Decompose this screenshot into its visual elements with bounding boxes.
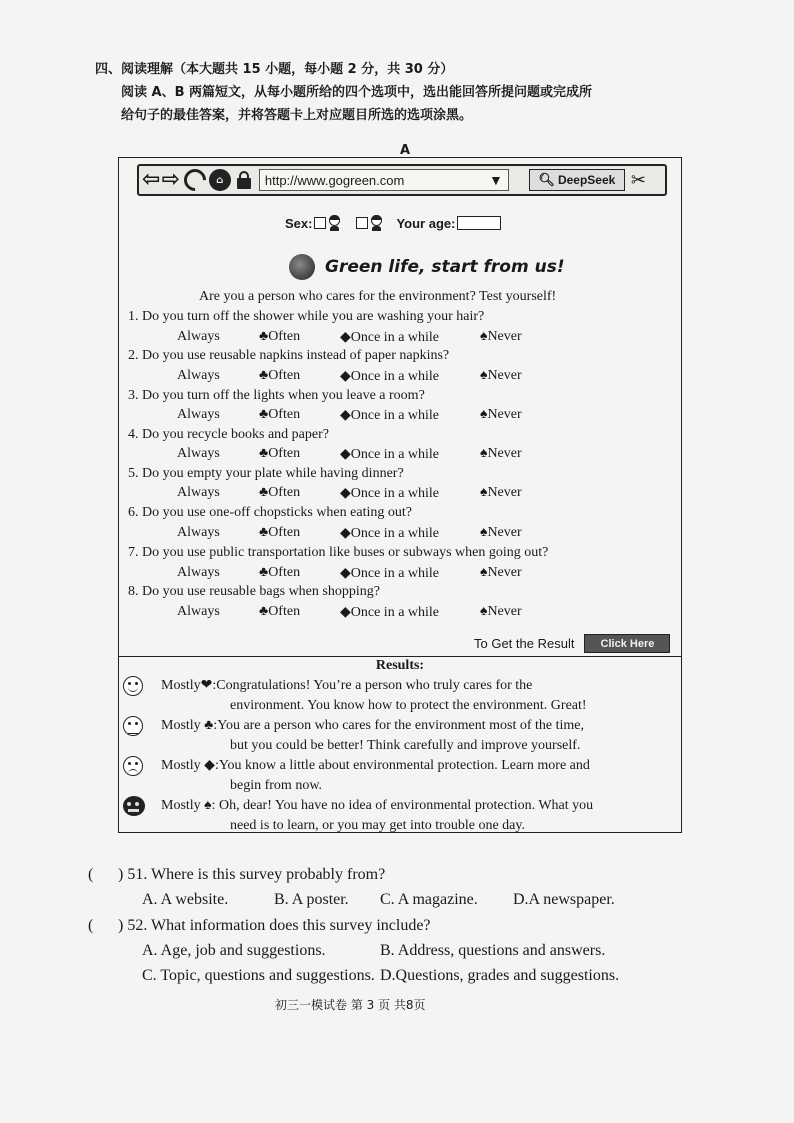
get-result-row — [474, 634, 670, 653]
get-result-label: To Get the Result — [474, 636, 575, 651]
sex-checkbox-girl[interactable] — [356, 217, 368, 229]
chevron-down-icon[interactable]: ▼ — [489, 172, 503, 188]
survey-title: Green life, start from us! — [325, 257, 565, 277]
option-never[interactable]: ♠Never — [480, 565, 522, 580]
option-often[interactable]: ♣Often — [259, 525, 301, 540]
option-often[interactable]: ♣Often — [259, 368, 301, 383]
option-never[interactable]: ♠Never — [480, 604, 522, 619]
survey-intro: Are you a person who cares for the environment? Test yourself! — [199, 289, 557, 304]
result-line: Mostly ♠: Oh, dear! You have no idea of environmental protection. What you — [161, 798, 594, 813]
answer-paren[interactable]: ( — [88, 917, 94, 934]
option-often[interactable]: ♣Often — [259, 407, 301, 422]
option-often[interactable]: ♣Often — [259, 604, 301, 619]
result-line: Mostly ♣:You are a person who cares for the environment most of the time, — [161, 718, 585, 733]
search-icon: 🔍︎ — [538, 172, 555, 187]
results-title: Results: — [375, 658, 425, 673]
boy-icon — [327, 215, 342, 231]
passage-label: A — [400, 143, 411, 158]
question-text: ) 52. What information does this survey include? — [118, 917, 431, 934]
search-button-label: DeepSeek — [557, 173, 616, 187]
result-line: but you could be better! Think carefully and improve yourself. — [230, 738, 581, 753]
question-item: 3. Do you turn off the lights when you leave a room? — [128, 388, 425, 403]
question-item: 8. Do you use reusable bags when shopping? — [128, 584, 380, 599]
survey-frame — [118, 157, 682, 833]
home-icon[interactable]: ⌂ — [209, 169, 231, 191]
option-always[interactable]: Always — [177, 604, 220, 619]
option-never[interactable]: ♠Never — [480, 368, 522, 383]
option-never[interactable]: ♠Never — [480, 525, 522, 540]
age-label: Your age: — [396, 215, 456, 231]
option-never[interactable]: ♠Never — [480, 329, 522, 344]
back-arrow-icon[interactable]: ⇦ — [142, 167, 161, 192]
option-always[interactable]: Always — [177, 368, 220, 383]
result-line: begin from now. — [230, 778, 323, 793]
url-text: http://www.gogreen.com — [264, 172, 405, 188]
page-footer: 初三一模试卷 第 3 页 共8页 — [275, 998, 426, 1012]
option-once[interactable]: ◆Once in a while — [340, 486, 440, 501]
instructions-line-2: 给句子的最佳答案，并将答题卡上对应题目所选的选项涂黑。 — [121, 108, 473, 123]
option-always[interactable]: Always — [177, 407, 220, 422]
option-always[interactable]: Always — [177, 565, 220, 580]
neutral-face-icon — [123, 716, 145, 738]
result-line: Mostly ◆:You know a little about environmental protection. Learn more and — [161, 758, 590, 773]
click-here-button[interactable]: Click Here — [584, 634, 670, 653]
question-item: 7. Do you use public transportation like buses or subways when going out? — [128, 545, 549, 560]
choice-b: B. Address, questions and answers. — [380, 942, 606, 959]
option-never[interactable]: ♠Never — [480, 485, 522, 500]
choice-d: D.Questions, grades and suggestions. — [380, 967, 620, 984]
instructions-line-1: 阅读 A、B 两篇短文，从每小题所给的四个选项中，选出能回答所提问题或完成所 — [121, 85, 593, 100]
section-title: 四、阅读理解（本大题共 15 小题，每小题 2 分，共 30 分） — [95, 62, 454, 77]
option-often[interactable]: ♣Often — [259, 446, 301, 461]
girl-icon — [369, 215, 384, 231]
option-once[interactable]: ◆Once in a while — [340, 605, 440, 620]
sad-face-icon — [123, 756, 145, 778]
option-always[interactable]: Always — [177, 525, 220, 540]
happy-face-icon — [123, 676, 145, 698]
option-once[interactable]: ◆Once in a while — [340, 526, 440, 541]
option-once[interactable]: ◆Once in a while — [340, 408, 440, 423]
question-item: 2. Do you use reusable napkins instead of paper napkins? — [128, 348, 450, 363]
choice-b: B. A poster. — [274, 891, 349, 908]
section-header — [95, 58, 695, 127]
refresh-icon[interactable] — [179, 164, 210, 195]
question-text: ) 51. Where is this survey probably from? — [118, 866, 386, 883]
address-bar[interactable] — [259, 169, 509, 191]
question-item: 1. Do you turn off the shower while you are washing your hair? — [128, 309, 485, 324]
option-once[interactable]: ◆Once in a while — [340, 566, 440, 581]
choice-c: C. A magazine. — [380, 891, 478, 908]
choice-a: A. A website. — [142, 891, 229, 908]
option-often[interactable]: ♣Often — [259, 329, 301, 344]
question-item: 4. Do you recycle books and paper? — [128, 427, 329, 442]
option-always[interactable]: Always — [177, 446, 220, 461]
scissors-icon[interactable]: ✂ — [630, 169, 646, 191]
angry-face-icon — [123, 796, 145, 818]
option-once[interactable]: ◆Once in a while — [340, 447, 440, 462]
nav-icons — [142, 169, 251, 191]
sex-label: Sex: — [285, 215, 313, 231]
sex-checkbox-boy[interactable] — [314, 217, 326, 229]
forward-arrow-icon[interactable]: ⇨ — [161, 167, 180, 192]
answer-paren[interactable]: ( — [88, 866, 94, 883]
option-never[interactable]: ♠Never — [480, 446, 522, 461]
choice-c: C. Topic, questions and suggestions. — [142, 967, 375, 984]
question-item: 5. Do you empty your plate while having dinner? — [128, 466, 404, 481]
browser-toolbar — [137, 164, 667, 196]
search-button[interactable] — [529, 169, 625, 191]
lock-icon — [237, 171, 251, 189]
survey-title-row — [289, 254, 565, 280]
globe-icon — [289, 254, 315, 280]
question-item: 6. Do you use one-off chopsticks when eating out? — [128, 505, 412, 520]
option-never[interactable]: ♠Never — [480, 407, 522, 422]
result-line: Mostly❤:Congratulations! You’re a person who truly cares for the — [161, 678, 533, 693]
option-often[interactable]: ♣Often — [259, 565, 301, 580]
option-always[interactable]: Always — [177, 329, 220, 344]
age-input[interactable] — [457, 216, 501, 230]
choice-d: D.A newspaper. — [513, 891, 615, 908]
option-often[interactable]: ♣Often — [259, 485, 301, 500]
result-line: need is to learn, or you may get into trouble one day. — [230, 818, 525, 833]
option-once[interactable]: ◆Once in a while — [340, 369, 440, 384]
sex-age-row — [285, 215, 501, 231]
results-divider — [119, 656, 681, 657]
option-always[interactable]: Always — [177, 485, 220, 500]
option-once[interactable]: ◆Once in a while — [340, 330, 440, 345]
result-line: environment. You know how to protect the environment. Great! — [230, 698, 587, 713]
choice-a: A. Age, job and suggestions. — [142, 942, 326, 959]
